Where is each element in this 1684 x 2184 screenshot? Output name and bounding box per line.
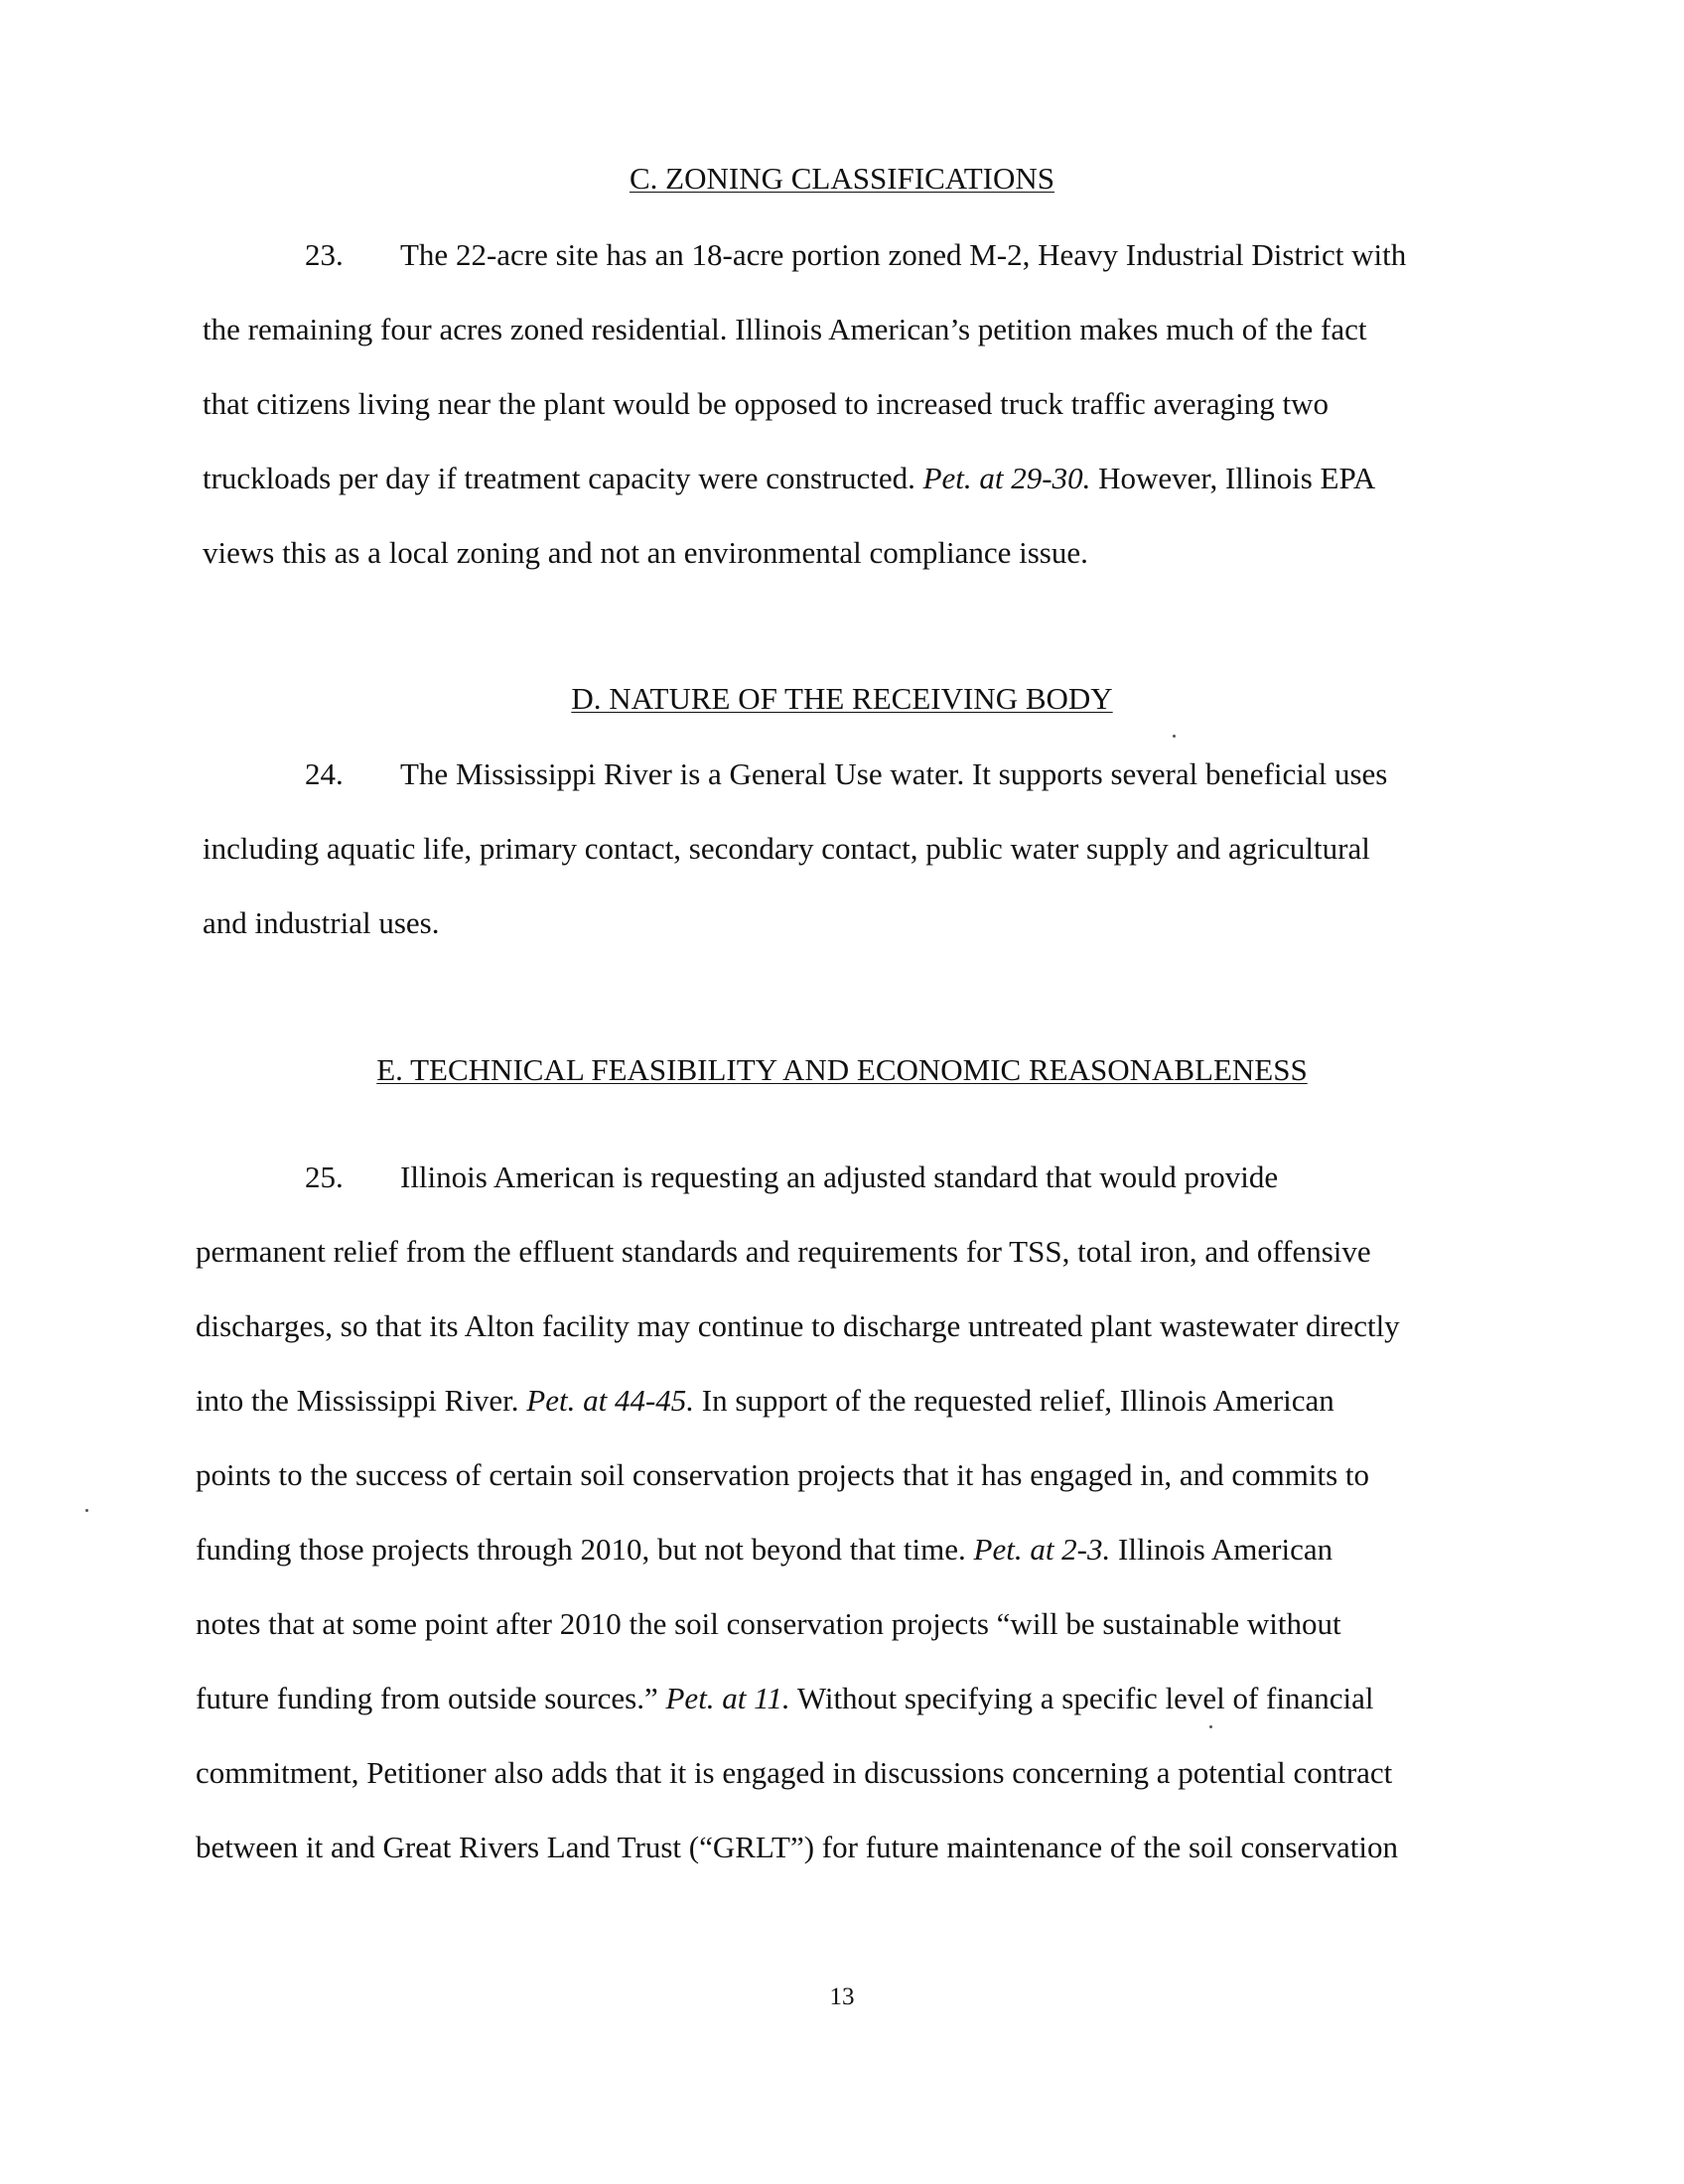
citation: Pet. at 29-30. bbox=[922, 461, 1091, 495]
section-heading-zoning: C. ZONING CLASSIFICATIONS bbox=[629, 161, 1054, 196]
paragraph-line: between it and Great Rivers Land Trust (“GRLT”) for future maintenance of the soil conservation bbox=[196, 1830, 1398, 1864]
scan-speck bbox=[85, 1509, 88, 1512]
citation: Pet. at 2-3. bbox=[973, 1532, 1111, 1567]
section-heading-feasibility: E. TECHNICAL FEASIBILITY AND ECONOMIC REASONABLENESS bbox=[376, 1052, 1308, 1087]
paragraph-line: views this as a local zoning and not an environmental compliance issue. bbox=[203, 535, 1088, 570]
scan-speck bbox=[1173, 735, 1176, 738]
line-text: funding those projects through 2010, but not beyond that time. bbox=[196, 1532, 974, 1567]
paragraph-line: The 22-acre site has an 18-acre portion zoned M-2, Heavy Industrial District with bbox=[400, 237, 1407, 272]
citation: Pet. at 44-45. bbox=[526, 1383, 695, 1418]
paragraph-number: 23. bbox=[305, 237, 344, 272]
paragraph-line bbox=[196, 1679, 1373, 1718]
line-text: into the Mississippi River. bbox=[196, 1383, 527, 1418]
paragraph-line bbox=[203, 459, 1375, 498]
citation: Pet. at 11. bbox=[665, 1681, 790, 1715]
paragraph-line: commitment, Petitioner also adds that it is engaged in discussions concerning a potential contract bbox=[196, 1755, 1393, 1790]
paragraph-line: Illinois American is requesting an adjusted standard that would provide bbox=[400, 1160, 1279, 1194]
paragraph-line: that citizens living near the plant would be opposed to increased truck traffic averaging two bbox=[203, 386, 1329, 421]
paragraph-line bbox=[196, 1381, 1334, 1421]
line-text: In support of the requested relief, Illinois American bbox=[694, 1383, 1334, 1418]
paragraph-line: including aquatic life, primary contact, secondary contact, public water supply and agricultural bbox=[203, 831, 1370, 866]
line-text: Illinois American bbox=[1110, 1532, 1333, 1567]
paragraph-line: discharges, so that its Alton facility may continue to discharge untreated plant wastewater directly bbox=[196, 1308, 1400, 1343]
paragraph-line bbox=[196, 1530, 1333, 1570]
line-text: future funding from outside sources.” bbox=[196, 1681, 666, 1715]
paragraph-number: 25. bbox=[305, 1160, 344, 1194]
line-text: However, Illinois EPA bbox=[1090, 461, 1376, 495]
line-text: truckloads per day if treatment capacity were constructed. bbox=[203, 461, 923, 495]
paragraph-line: permanent relief from the effluent standards and requirements for TSS, total iron, and offensive bbox=[196, 1234, 1371, 1269]
paragraph-number: 24. bbox=[305, 756, 344, 791]
paragraph-line: the remaining four acres zoned residential. Illinois American’s petition makes much of the fact bbox=[203, 312, 1367, 346]
paragraph-line: The Mississippi River is a General Use water. It supports several beneficial uses bbox=[400, 756, 1388, 791]
paragraph-line: notes that at some point after 2010 the soil conservation projects “will be sustainable without bbox=[196, 1606, 1341, 1641]
page-number: 13 bbox=[829, 1983, 855, 2010]
section-heading-receiving-body: D. NATURE OF THE RECEIVING BODY bbox=[571, 681, 1113, 716]
paragraph-line: points to the success of certain soil conservation projects that it has engaged in, and commits to bbox=[196, 1457, 1370, 1492]
line-text: Without specifying a specific level of financial bbox=[789, 1681, 1374, 1715]
paragraph-line: and industrial uses. bbox=[203, 905, 440, 940]
scan-speck bbox=[1209, 1725, 1212, 1728]
